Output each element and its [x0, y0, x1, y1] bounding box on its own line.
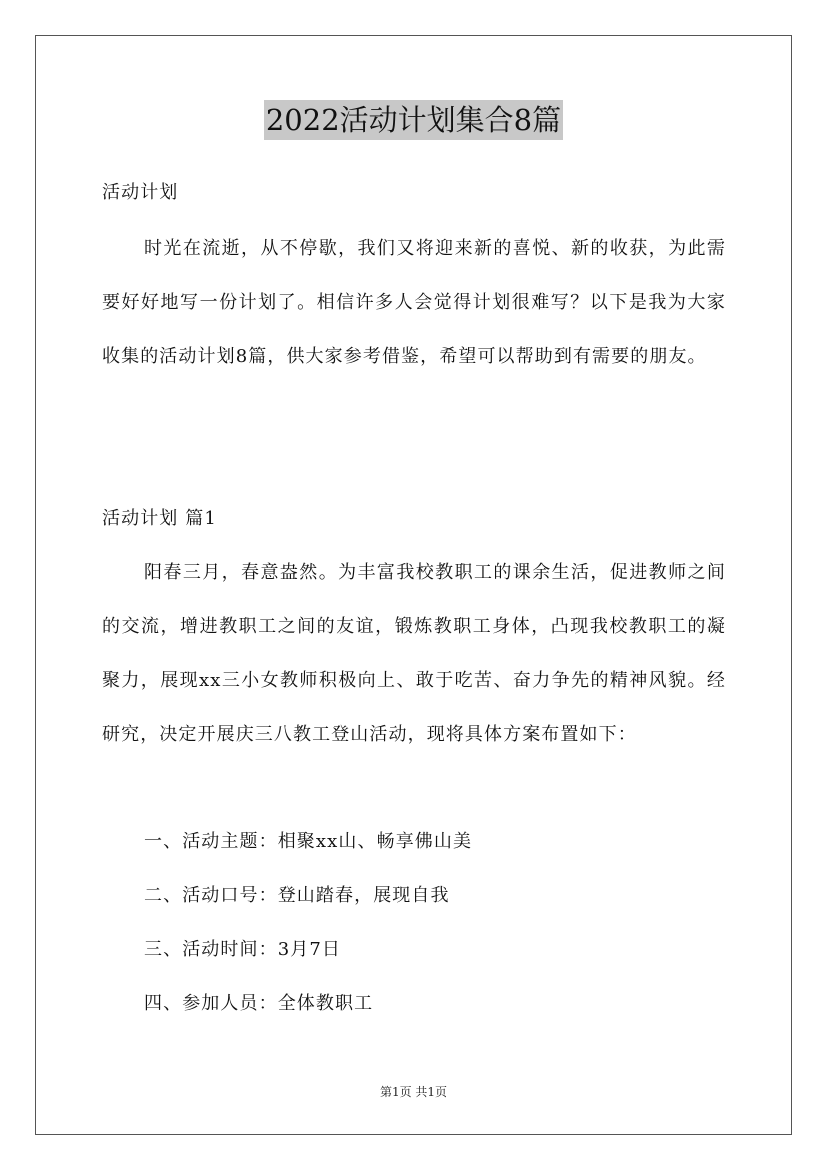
article-heading: 活动计划 篇1 [102, 508, 217, 529]
intro-paragraph: 时光在流逝，从不停歇，我们又将迎来新的喜悦、新的收获，为此需要好好地写一份计划了。相信许多人会觉得计划很难写？以下是我为大家收集的活动计划8篇，供大家参考借鉴，希望可以帮助到有需要的朋友。 [102, 238, 726, 367]
list-item: 一、活动主题：相聚xx山、畅享佛山美 [144, 831, 473, 852]
list-item: 二、活动口号：登山踏春，展现自我 [144, 885, 450, 906]
list-item: 四、参加人员：全体教职工 [144, 993, 374, 1014]
title-container [0, 100, 827, 140]
list-item: 三、活动时间：3月7日 [144, 939, 342, 960]
document-title: 2022活动计划集合8篇 [264, 100, 563, 140]
section-heading: 活动计划 [102, 182, 179, 203]
article-paragraph: 阳春三月，春意盎然。为丰富我校教职工的课余生活，促进教师之间的交流，增进教职工之间的友谊，锻炼教职工身体，凸现我校教职工的凝聚力，展现xx三小女教师积极向上、敢于吃苦、奋力争先的精神风貌。经研究，决定开展庆三八教工登山活动，现将具体方案布置如下： [102, 562, 726, 745]
page-footer: 第1页 共1页 [379, 1085, 448, 1099]
